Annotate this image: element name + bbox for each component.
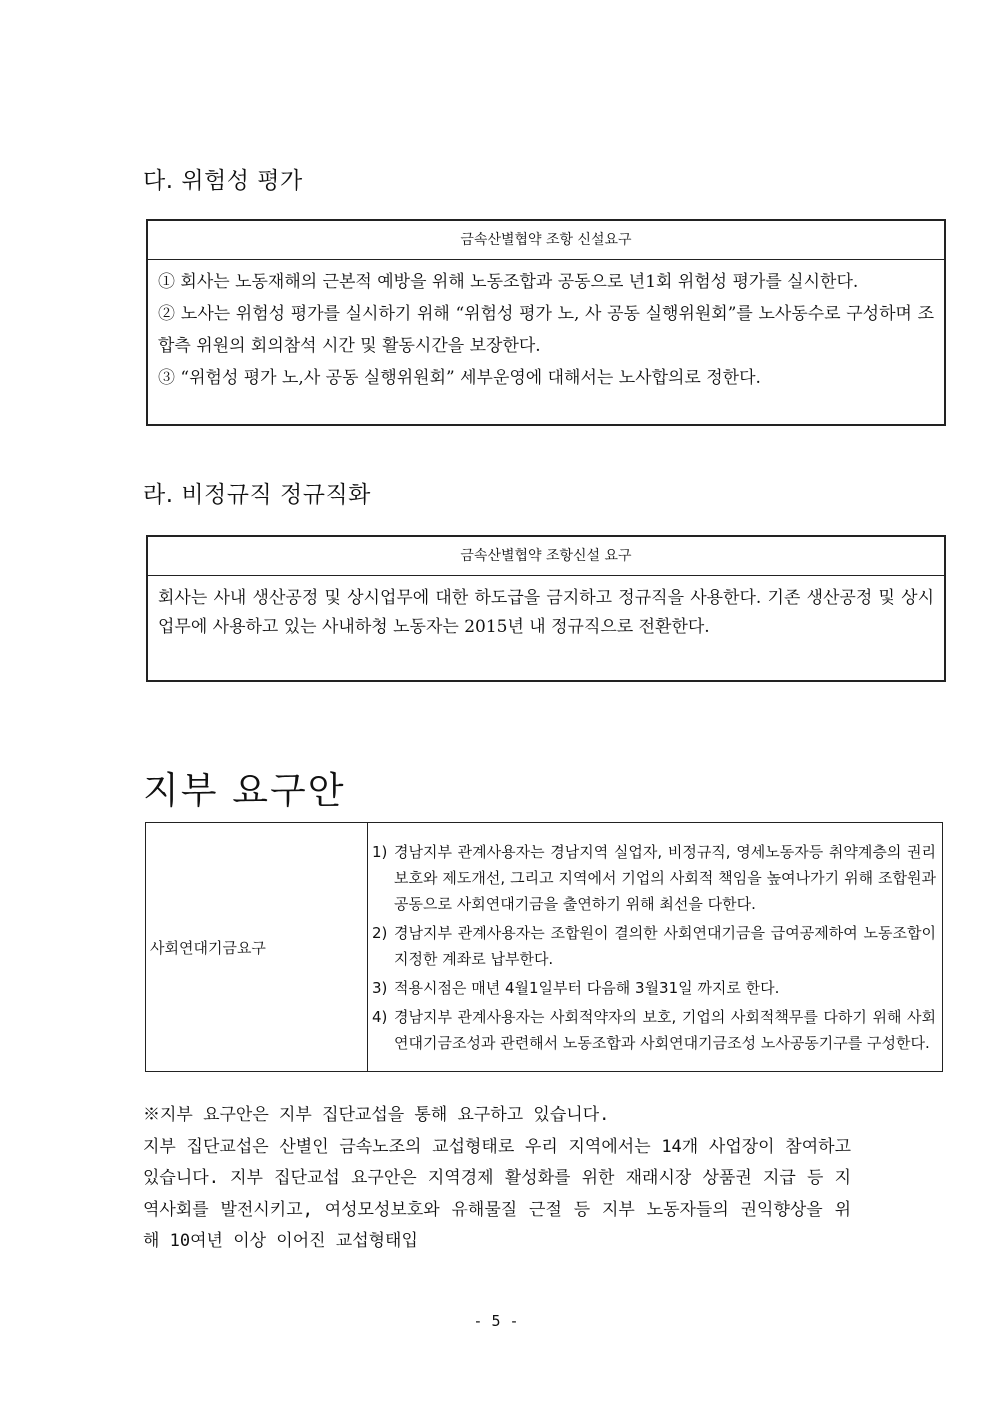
branch-table-items bbox=[368, 823, 943, 1072]
branch-item-3-num: 3) bbox=[372, 978, 388, 997]
branch-item-4-num: 4) bbox=[372, 1007, 388, 1026]
section-da-box-body bbox=[148, 260, 944, 394]
section-da-heading: 다. 위험성 평가 bbox=[143, 168, 303, 194]
branch-table-label: 사회연대기금요구 bbox=[146, 823, 368, 1072]
section-da-item-1: ① 회사는 노동재해의 근본적 예방을 위해 노동조합과 공동으로 년1회 위험성 평가를 실시한다. bbox=[158, 272, 859, 292]
branch-item-1-text: 경남지부 관계사용자는 경남지역 실업자, 비정규직, 영세노동자등 취약계층의 권리보호와 제도개선, 그리고 지역에서 기업의 사회적 책임을 높여나가기 위해 조합원과 공동으로 사회연대기금을 출연하기 위해 최선을 다한다. bbox=[394, 842, 936, 913]
branch-title: 지부 요구안 bbox=[143, 769, 346, 812]
section-da-item-3: ③ “위험성 평가 노,사 공동 실행위원회” 세부운영에 대해서는 노사합의로 정한다. bbox=[158, 368, 761, 388]
branch-item-4-text: 경남지부 관계사용자는 사회적약자의 보호, 기업의 사회적책무를 다하기 위해 사회연대기금조성과 관련해서 노동조합과 사회연대기금조성 노사공동기구를 구성한다. bbox=[394, 1007, 936, 1052]
page-number: - 5 - bbox=[473, 1312, 519, 1330]
branch-item-1-num: 1) bbox=[372, 842, 388, 861]
note-paragraph bbox=[143, 1100, 851, 1258]
note-body: 지부 집단교섭은 산별인 금속노조의 교섭형태로 우리 지역에서는 14개 사업장이 참여하고 있습니다. 지부 집단교섭 요구안은 지역경제 활성화를 위한 재래시장 상품권 지급 등 지역사회를 발전시키고, 여성모성보호와 유해물질 근절 등 지부 노동자들의 권익향상을 위해 10여년 이상 이어진 교섭형태입 bbox=[143, 1136, 851, 1251]
branch-item-2-num: 2) bbox=[372, 923, 388, 942]
branch-item-1 bbox=[372, 839, 936, 917]
section-da-box-title: 금속산별협약 조항 신설요구 bbox=[148, 221, 944, 260]
branch-item-3-text: 적용시점은 매년 4월1일부터 다음해 3월31일 까지로 한다. bbox=[394, 978, 780, 997]
branch-item-2 bbox=[372, 920, 936, 972]
branch-item-2-text: 경남지부 관계사용자는 조합원이 결의한 사회연대기금을 급여공제하여 노동조합이 지정한 계좌로 납부한다. bbox=[394, 923, 936, 968]
branch-demands-table bbox=[145, 822, 943, 1072]
branch-item-3 bbox=[372, 975, 936, 1001]
note-line-1: ※지부 요구안은 지부 집단교섭을 통해 요구하고 있습니다. bbox=[143, 1105, 610, 1125]
section-ra-box-title: 금속산별협약 조항신설 요구 bbox=[148, 537, 944, 576]
section-ra-body-text: 회사는 사내 생산공정 및 상시업무에 대한 하도급을 금지하고 정규직을 사용한다. 기존 생산공정 및 상시업무에 사용하고 있는 사내하청 노동자는 2015년 내 정규직으로 전환한다. bbox=[158, 588, 934, 637]
section-ra-heading: 라. 비정규직 정규직화 bbox=[143, 482, 371, 508]
section-da-item-2: ② 노사는 위험성 평가를 실시하기 위해 “위험성 평가 노, 사 공동 실행위원회”를 노사동수로 구성하며 조합측 위원의 회의참석 시간 및 활동시간을 보장한다. bbox=[158, 304, 934, 356]
section-ra-box bbox=[146, 535, 946, 682]
branch-item-4 bbox=[372, 1004, 936, 1056]
section-da-box bbox=[146, 219, 946, 426]
section-ra-box-body bbox=[148, 576, 944, 642]
